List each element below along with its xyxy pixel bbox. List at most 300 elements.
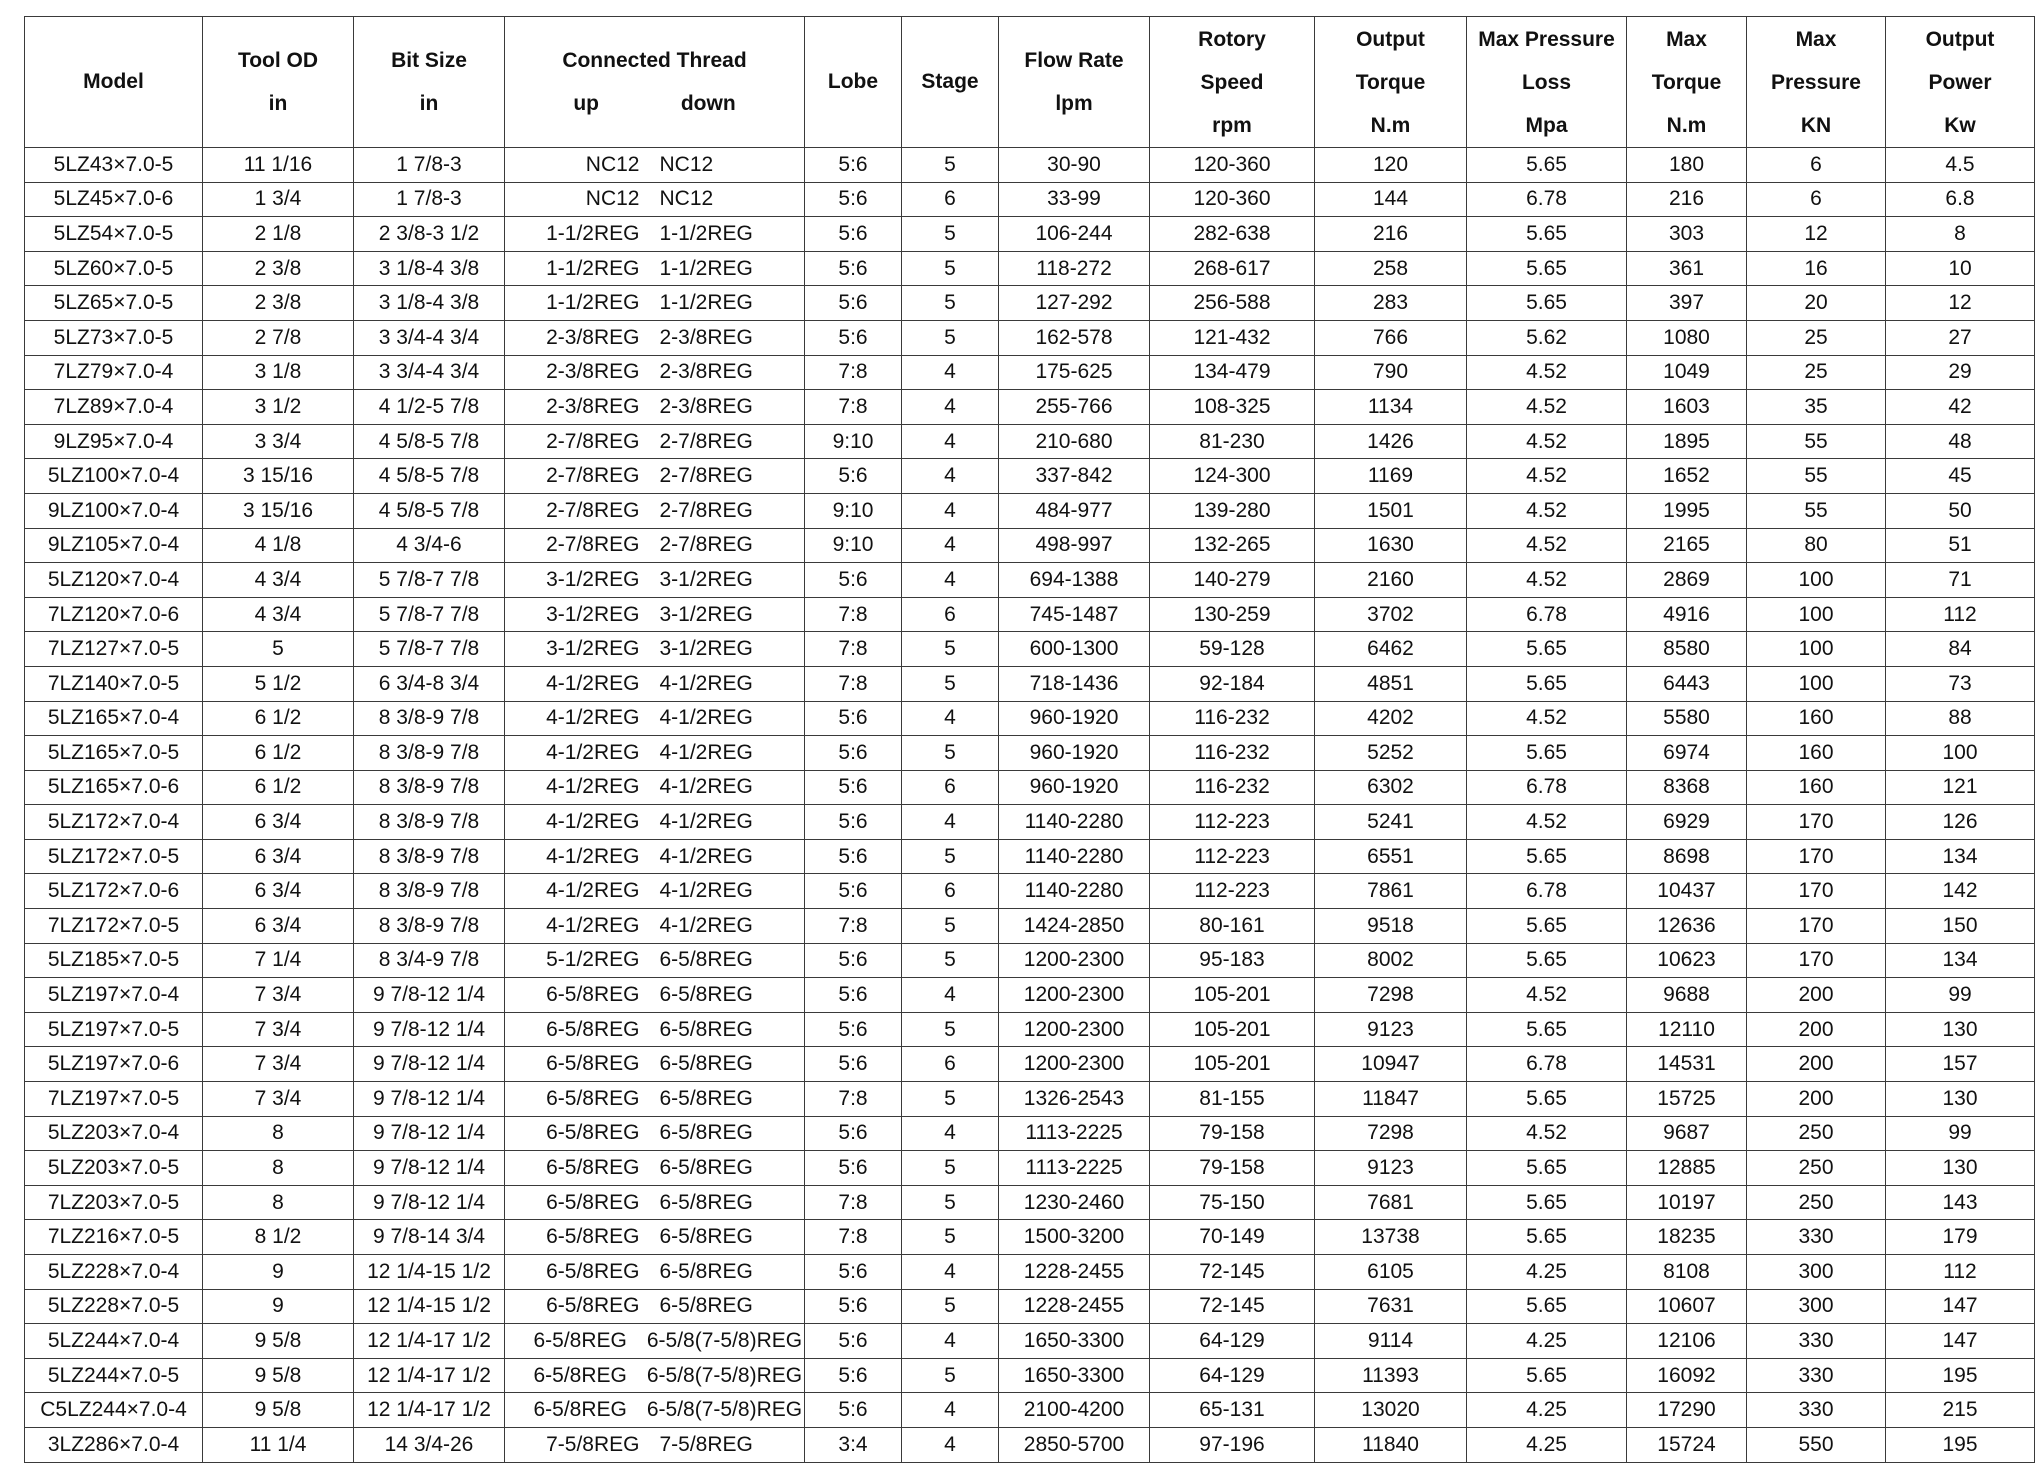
cell-output-power: 100 bbox=[1886, 736, 2035, 771]
cell-output-torque: 10947 bbox=[1315, 1047, 1467, 1082]
cell-lobe: 3:4 bbox=[805, 1427, 902, 1462]
cell-bit-size: 8 3/8-9 7/8 bbox=[354, 805, 505, 840]
cell-output-power: 50 bbox=[1886, 493, 2035, 528]
cell-max-pressure: 6 bbox=[1747, 182, 1886, 217]
table-row bbox=[25, 563, 2035, 598]
cell-bit-size: 8 3/8-9 7/8 bbox=[354, 770, 505, 805]
cell-thread-down: 1-1/2REG bbox=[659, 221, 753, 245]
cell-rotory-speed: 59-128 bbox=[1150, 632, 1315, 667]
cell-output-torque: 1426 bbox=[1315, 424, 1467, 459]
cell-thread-up: 6-5/8REG bbox=[533, 1398, 627, 1422]
cell-tool-od: 6 3/4 bbox=[203, 805, 354, 840]
cell-thread bbox=[505, 701, 805, 736]
cell-max-torque: 12636 bbox=[1627, 909, 1747, 944]
cell-max-torque: 180 bbox=[1627, 148, 1747, 183]
cell-max-pressure: 200 bbox=[1747, 978, 1886, 1013]
cell-max-pressure-loss: 6.78 bbox=[1467, 770, 1627, 805]
cell-lobe: 5:6 bbox=[805, 1324, 902, 1359]
cell-output-torque: 11393 bbox=[1315, 1358, 1467, 1393]
cell-model: 5LZ228×7.0-5 bbox=[25, 1289, 203, 1324]
cell-flow-rate: 175-625 bbox=[999, 355, 1150, 390]
table-row bbox=[25, 978, 2035, 1013]
cell-max-torque: 6974 bbox=[1627, 736, 1747, 771]
cell-rotory-speed: 132-265 bbox=[1150, 528, 1315, 563]
cell-max-pressure-loss: 5.65 bbox=[1467, 1151, 1627, 1186]
cell-flow-rate: 960-1920 bbox=[999, 701, 1150, 736]
cell-rotory-speed: 139-280 bbox=[1150, 493, 1315, 528]
cell-thread-up: 3-1/2REG bbox=[546, 637, 640, 661]
cell-thread-up: 6-5/8REG bbox=[546, 1017, 640, 1041]
cell-model: 9LZ100×7.0-4 bbox=[25, 493, 203, 528]
cell-max-pressure: 100 bbox=[1747, 563, 1886, 598]
cell-tool-od: 6 1/2 bbox=[203, 770, 354, 805]
cell-thread-up: 6-5/8REG bbox=[546, 983, 640, 1007]
cell-lobe: 5:6 bbox=[805, 770, 902, 805]
cell-tool-od: 3 1/2 bbox=[203, 390, 354, 425]
cell-flow-rate: 1650-3300 bbox=[999, 1324, 1150, 1359]
cell-thread-up: 2-7/8REG bbox=[546, 429, 640, 453]
cell-output-torque: 9114 bbox=[1315, 1324, 1467, 1359]
cell-thread bbox=[505, 286, 805, 321]
cell-thread bbox=[505, 874, 805, 909]
cell-max-pressure-loss: 6.78 bbox=[1467, 874, 1627, 909]
cell-bit-size: 8 3/8-9 7/8 bbox=[354, 701, 505, 736]
cell-thread bbox=[505, 666, 805, 701]
cell-model: 5LZ172×7.0-4 bbox=[25, 805, 203, 840]
cell-rotory-speed: 130-259 bbox=[1150, 597, 1315, 632]
cell-max-torque: 15724 bbox=[1627, 1427, 1747, 1462]
cell-max-pressure: 25 bbox=[1747, 320, 1886, 355]
cell-max-pressure: 100 bbox=[1747, 666, 1886, 701]
cell-tool-od: 7 1/4 bbox=[203, 943, 354, 978]
cell-flow-rate: 1140-2280 bbox=[999, 839, 1150, 874]
cell-thread bbox=[505, 148, 805, 183]
table-row bbox=[25, 528, 2035, 563]
cell-output-power: 29 bbox=[1886, 355, 2035, 390]
cell-thread bbox=[505, 736, 805, 771]
cell-bit-size: 5 7/8-7 7/8 bbox=[354, 632, 505, 667]
cell-output-torque: 6462 bbox=[1315, 632, 1467, 667]
table-row bbox=[25, 182, 2035, 217]
cell-rotory-speed: 120-360 bbox=[1150, 148, 1315, 183]
cell-thread bbox=[505, 1082, 805, 1117]
cell-max-torque: 16092 bbox=[1627, 1358, 1747, 1393]
cell-thread-down: 6-5/8REG bbox=[659, 1294, 753, 1318]
spec-table bbox=[24, 16, 2035, 1463]
cell-lobe: 7:8 bbox=[805, 597, 902, 632]
cell-thread bbox=[505, 459, 805, 494]
cell-lobe: 5:6 bbox=[805, 701, 902, 736]
cell-thread bbox=[505, 1012, 805, 1047]
cell-model: 7LZ79×7.0-4 bbox=[25, 355, 203, 390]
cell-max-pressure-loss: 4.25 bbox=[1467, 1324, 1627, 1359]
table-row bbox=[25, 1324, 2035, 1359]
cell-stage: 6 bbox=[902, 597, 999, 632]
cell-max-torque: 8698 bbox=[1627, 839, 1747, 874]
cell-stage: 5 bbox=[902, 1012, 999, 1047]
cell-output-power: 143 bbox=[1886, 1185, 2035, 1220]
cell-output-torque: 7298 bbox=[1315, 1116, 1467, 1151]
cell-max-pressure: 25 bbox=[1747, 355, 1886, 390]
cell-output-power: 12 bbox=[1886, 286, 2035, 321]
cell-stage: 4 bbox=[902, 1324, 999, 1359]
cell-stage: 4 bbox=[902, 1427, 999, 1462]
table-row bbox=[25, 805, 2035, 840]
cell-lobe: 5:6 bbox=[805, 1358, 902, 1393]
cell-bit-size: 12 1/4-15 1/2 bbox=[354, 1255, 505, 1290]
cell-output-power: 45 bbox=[1886, 459, 2035, 494]
cell-max-pressure-loss: 5.65 bbox=[1467, 1082, 1627, 1117]
cell-rotory-speed: 72-145 bbox=[1150, 1255, 1315, 1290]
cell-bit-size: 12 1/4-15 1/2 bbox=[354, 1289, 505, 1324]
header-lobe: Lobe bbox=[805, 17, 902, 148]
cell-stage: 5 bbox=[902, 1289, 999, 1324]
cell-flow-rate: 30-90 bbox=[999, 148, 1150, 183]
cell-max-pressure: 170 bbox=[1747, 943, 1886, 978]
cell-thread-down: 6-5/8REG bbox=[659, 1121, 753, 1145]
cell-thread-up: 2-3/8REG bbox=[546, 325, 640, 349]
cell-tool-od: 1 3/4 bbox=[203, 182, 354, 217]
cell-output-torque: 9123 bbox=[1315, 1012, 1467, 1047]
cell-max-pressure-loss: 4.52 bbox=[1467, 805, 1627, 840]
cell-thread bbox=[505, 1116, 805, 1151]
cell-thread bbox=[505, 355, 805, 390]
cell-max-pressure-loss: 4.52 bbox=[1467, 390, 1627, 425]
cell-output-torque: 1630 bbox=[1315, 528, 1467, 563]
cell-stage: 6 bbox=[902, 770, 999, 805]
cell-rotory-speed: 116-232 bbox=[1150, 770, 1315, 805]
cell-rotory-speed: 140-279 bbox=[1150, 563, 1315, 598]
cell-max-torque: 12106 bbox=[1627, 1324, 1747, 1359]
cell-lobe: 7:8 bbox=[805, 390, 902, 425]
cell-output-torque: 258 bbox=[1315, 251, 1467, 286]
cell-max-torque: 9687 bbox=[1627, 1116, 1747, 1151]
cell-output-torque: 3702 bbox=[1315, 597, 1467, 632]
table-row bbox=[25, 286, 2035, 321]
cell-max-pressure: 200 bbox=[1747, 1047, 1886, 1082]
cell-thread bbox=[505, 1358, 805, 1393]
cell-model: 3LZ286×7.0-4 bbox=[25, 1427, 203, 1462]
cell-lobe: 9:10 bbox=[805, 493, 902, 528]
cell-max-pressure-loss: 5.65 bbox=[1467, 1289, 1627, 1324]
cell-thread-up: 4-1/2REG bbox=[546, 844, 640, 868]
cell-stage: 5 bbox=[902, 148, 999, 183]
cell-output-power: 121 bbox=[1886, 770, 2035, 805]
cell-thread-up: 6-5/8REG bbox=[546, 1225, 640, 1249]
cell-thread bbox=[505, 528, 805, 563]
cell-thread-up: 6-5/8REG bbox=[546, 1121, 640, 1145]
cell-output-power: 4.5 bbox=[1886, 148, 2035, 183]
cell-bit-size: 9 7/8-12 1/4 bbox=[354, 978, 505, 1013]
cell-thread-down: 2-3/8REG bbox=[659, 394, 753, 418]
cell-bit-size: 9 7/8-12 1/4 bbox=[354, 1116, 505, 1151]
cell-max-pressure-loss: 5.65 bbox=[1467, 943, 1627, 978]
cell-model: 5LZ54×7.0-5 bbox=[25, 217, 203, 252]
cell-max-pressure: 80 bbox=[1747, 528, 1886, 563]
cell-max-torque: 10197 bbox=[1627, 1185, 1747, 1220]
header-flow-rate: Flow Rate lpm bbox=[999, 17, 1150, 148]
header-stage: Stage bbox=[902, 17, 999, 148]
cell-max-pressure: 16 bbox=[1747, 251, 1886, 286]
cell-bit-size: 9 7/8-12 1/4 bbox=[354, 1047, 505, 1082]
cell-tool-od: 5 1/2 bbox=[203, 666, 354, 701]
cell-thread-up: 6-5/8REG bbox=[546, 1052, 640, 1076]
cell-flow-rate: 1500-3200 bbox=[999, 1220, 1150, 1255]
cell-max-torque: 1995 bbox=[1627, 493, 1747, 528]
table-row bbox=[25, 666, 2035, 701]
cell-max-pressure-loss: 5.65 bbox=[1467, 666, 1627, 701]
cell-max-pressure: 100 bbox=[1747, 632, 1886, 667]
table-row bbox=[25, 632, 2035, 667]
header-connected-thread bbox=[505, 17, 805, 148]
cell-output-torque: 1501 bbox=[1315, 493, 1467, 528]
cell-bit-size: 4 5/8-5 7/8 bbox=[354, 424, 505, 459]
cell-model: 9LZ105×7.0-4 bbox=[25, 528, 203, 563]
cell-rotory-speed: 64-129 bbox=[1150, 1324, 1315, 1359]
cell-flow-rate: 718-1436 bbox=[999, 666, 1150, 701]
cell-flow-rate: 1200-2300 bbox=[999, 978, 1150, 1013]
cell-output-torque: 13738 bbox=[1315, 1220, 1467, 1255]
cell-thread-down: 6-5/8REG bbox=[659, 1156, 753, 1180]
cell-flow-rate: 162-578 bbox=[999, 320, 1150, 355]
cell-max-pressure: 12 bbox=[1747, 217, 1886, 252]
cell-thread-up: 6-5/8REG bbox=[533, 1363, 627, 1387]
cell-model: C5LZ244×7.0-4 bbox=[25, 1393, 203, 1428]
cell-lobe: 7:8 bbox=[805, 1185, 902, 1220]
cell-thread bbox=[505, 1427, 805, 1462]
cell-tool-od: 3 3/4 bbox=[203, 424, 354, 459]
cell-tool-od: 4 3/4 bbox=[203, 597, 354, 632]
cell-output-power: 42 bbox=[1886, 390, 2035, 425]
table-row bbox=[25, 874, 2035, 909]
cell-model: 5LZ165×7.0-5 bbox=[25, 736, 203, 771]
cell-thread-down: 4-1/2REG bbox=[659, 879, 753, 903]
cell-thread-down: 6-5/8(7-5/8)REG bbox=[646, 1363, 803, 1387]
header-thread-down: down bbox=[680, 92, 736, 115]
cell-max-pressure: 250 bbox=[1747, 1151, 1886, 1186]
cell-rotory-speed: 268-617 bbox=[1150, 251, 1315, 286]
cell-max-pressure: 300 bbox=[1747, 1255, 1886, 1290]
cell-stage: 4 bbox=[902, 528, 999, 563]
cell-lobe: 5:6 bbox=[805, 805, 902, 840]
header-bit-size: Bit Size in bbox=[354, 17, 505, 148]
cell-model: 7LZ216×7.0-5 bbox=[25, 1220, 203, 1255]
cell-output-power: 27 bbox=[1886, 320, 2035, 355]
cell-tool-od: 7 3/4 bbox=[203, 1047, 354, 1082]
cell-thread-up: 4-1/2REG bbox=[546, 810, 640, 834]
cell-thread-down: 4-1/2REG bbox=[659, 740, 753, 764]
cell-tool-od: 8 bbox=[203, 1185, 354, 1220]
header-row bbox=[25, 17, 2035, 148]
cell-max-torque: 216 bbox=[1627, 182, 1747, 217]
cell-flow-rate: 1228-2455 bbox=[999, 1255, 1150, 1290]
cell-max-pressure: 170 bbox=[1747, 839, 1886, 874]
cell-stage: 5 bbox=[902, 632, 999, 667]
cell-lobe: 9:10 bbox=[805, 528, 902, 563]
cell-stage: 4 bbox=[902, 355, 999, 390]
cell-max-torque: 8108 bbox=[1627, 1255, 1747, 1290]
cell-flow-rate: 1200-2300 bbox=[999, 1012, 1150, 1047]
table-row bbox=[25, 1082, 2035, 1117]
cell-bit-size: 9 7/8-14 3/4 bbox=[354, 1220, 505, 1255]
cell-stage: 5 bbox=[902, 286, 999, 321]
cell-flow-rate: 600-1300 bbox=[999, 632, 1150, 667]
cell-stage: 5 bbox=[902, 839, 999, 874]
cell-thread-down: 2-3/8REG bbox=[659, 360, 753, 384]
cell-thread-up: 4-1/2REG bbox=[546, 671, 640, 695]
cell-rotory-speed: 112-223 bbox=[1150, 839, 1315, 874]
cell-thread-up: 1-1/2REG bbox=[546, 291, 640, 315]
cell-rotory-speed: 112-223 bbox=[1150, 805, 1315, 840]
cell-output-power: 51 bbox=[1886, 528, 2035, 563]
cell-tool-od: 6 1/2 bbox=[203, 736, 354, 771]
cell-thread-up: 6-5/8REG bbox=[546, 1086, 640, 1110]
table-row bbox=[25, 1358, 2035, 1393]
cell-flow-rate: 1113-2225 bbox=[999, 1116, 1150, 1151]
cell-tool-od: 5 bbox=[203, 632, 354, 667]
cell-thread-down: 2-7/8REG bbox=[659, 464, 753, 488]
cell-stage: 6 bbox=[902, 874, 999, 909]
table-row bbox=[25, 736, 2035, 771]
cell-thread bbox=[505, 805, 805, 840]
cell-output-torque: 4202 bbox=[1315, 701, 1467, 736]
cell-thread-down: 6-5/8REG bbox=[659, 983, 753, 1007]
cell-max-torque: 17290 bbox=[1627, 1393, 1747, 1428]
cell-flow-rate: 1200-2300 bbox=[999, 943, 1150, 978]
cell-output-torque: 7861 bbox=[1315, 874, 1467, 909]
cell-flow-rate: 960-1920 bbox=[999, 736, 1150, 771]
cell-max-pressure-loss: 5.65 bbox=[1467, 286, 1627, 321]
cell-flow-rate: 106-244 bbox=[999, 217, 1150, 252]
cell-output-power: 71 bbox=[1886, 563, 2035, 598]
cell-stage: 4 bbox=[902, 1116, 999, 1151]
cell-lobe: 7:8 bbox=[805, 632, 902, 667]
cell-rotory-speed: 124-300 bbox=[1150, 459, 1315, 494]
cell-max-pressure: 330 bbox=[1747, 1220, 1886, 1255]
cell-stage: 5 bbox=[902, 736, 999, 771]
cell-rotory-speed: 65-131 bbox=[1150, 1393, 1315, 1428]
cell-bit-size: 1 7/8-3 bbox=[354, 182, 505, 217]
cell-max-pressure: 330 bbox=[1747, 1358, 1886, 1393]
cell-max-pressure: 55 bbox=[1747, 459, 1886, 494]
cell-output-power: 84 bbox=[1886, 632, 2035, 667]
cell-thread bbox=[505, 978, 805, 1013]
cell-bit-size: 8 3/8-9 7/8 bbox=[354, 874, 505, 909]
cell-output-torque: 6302 bbox=[1315, 770, 1467, 805]
cell-output-power: 195 bbox=[1886, 1358, 2035, 1393]
cell-lobe: 7:8 bbox=[805, 1220, 902, 1255]
cell-output-torque: 11847 bbox=[1315, 1082, 1467, 1117]
cell-lobe: 5:6 bbox=[805, 320, 902, 355]
cell-flow-rate: 1650-3300 bbox=[999, 1358, 1150, 1393]
cell-stage: 5 bbox=[902, 217, 999, 252]
cell-rotory-speed: 120-360 bbox=[1150, 182, 1315, 217]
cell-tool-od: 6 1/2 bbox=[203, 701, 354, 736]
cell-bit-size: 12 1/4-17 1/2 bbox=[354, 1393, 505, 1428]
cell-thread-up: 1-1/2REG bbox=[546, 256, 640, 280]
cell-flow-rate: 337-842 bbox=[999, 459, 1150, 494]
cell-bit-size: 12 1/4-17 1/2 bbox=[354, 1358, 505, 1393]
table-row bbox=[25, 217, 2035, 252]
header-max-torque: Max Torque N.m bbox=[1627, 17, 1747, 148]
cell-bit-size: 1 7/8-3 bbox=[354, 148, 505, 183]
table-row bbox=[25, 355, 2035, 390]
cell-max-pressure-loss: 4.52 bbox=[1467, 528, 1627, 563]
cell-thread bbox=[505, 493, 805, 528]
header-model: Model bbox=[25, 17, 203, 148]
cell-thread bbox=[505, 770, 805, 805]
cell-stage: 4 bbox=[902, 805, 999, 840]
cell-lobe: 5:6 bbox=[805, 978, 902, 1013]
cell-thread-up: 4-1/2REG bbox=[546, 706, 640, 730]
table-row bbox=[25, 459, 2035, 494]
cell-flow-rate: 33-99 bbox=[999, 182, 1150, 217]
cell-max-pressure-loss: 6.78 bbox=[1467, 597, 1627, 632]
cell-output-power: 147 bbox=[1886, 1324, 2035, 1359]
cell-tool-od: 8 1/2 bbox=[203, 1220, 354, 1255]
cell-model: 7LZ127×7.0-5 bbox=[25, 632, 203, 667]
cell-output-torque: 1134 bbox=[1315, 390, 1467, 425]
cell-max-torque: 12110 bbox=[1627, 1012, 1747, 1047]
table-row bbox=[25, 597, 2035, 632]
cell-max-torque: 303 bbox=[1627, 217, 1747, 252]
cell-thread-up: NC12 bbox=[585, 187, 640, 211]
cell-stage: 4 bbox=[902, 978, 999, 1013]
cell-rotory-speed: 81-230 bbox=[1150, 424, 1315, 459]
cell-thread-down: 6-5/8REG bbox=[659, 1052, 753, 1076]
cell-thread bbox=[505, 597, 805, 632]
cell-flow-rate: 1113-2225 bbox=[999, 1151, 1150, 1186]
cell-flow-rate: 1230-2460 bbox=[999, 1185, 1150, 1220]
cell-tool-od: 2 1/8 bbox=[203, 217, 354, 252]
cell-flow-rate: 745-1487 bbox=[999, 597, 1150, 632]
cell-output-torque: 13020 bbox=[1315, 1393, 1467, 1428]
table-row bbox=[25, 1289, 2035, 1324]
cell-thread bbox=[505, 563, 805, 598]
cell-model: 5LZ45×7.0-6 bbox=[25, 182, 203, 217]
cell-thread-up: 1-1/2REG bbox=[546, 221, 640, 245]
cell-max-pressure: 170 bbox=[1747, 874, 1886, 909]
cell-lobe: 5:6 bbox=[805, 251, 902, 286]
cell-thread bbox=[505, 909, 805, 944]
cell-output-power: 99 bbox=[1886, 1116, 2035, 1151]
cell-max-pressure-loss: 5.62 bbox=[1467, 320, 1627, 355]
cell-model: 5LZ60×7.0-5 bbox=[25, 251, 203, 286]
table-row bbox=[25, 1047, 2035, 1082]
cell-lobe: 5:6 bbox=[805, 563, 902, 598]
table-row bbox=[25, 943, 2035, 978]
cell-thread bbox=[505, 1151, 805, 1186]
cell-max-pressure-loss: 4.52 bbox=[1467, 1116, 1627, 1151]
cell-max-pressure: 170 bbox=[1747, 805, 1886, 840]
cell-max-pressure-loss: 5.65 bbox=[1467, 148, 1627, 183]
cell-tool-od: 7 3/4 bbox=[203, 978, 354, 1013]
cell-output-torque: 5252 bbox=[1315, 736, 1467, 771]
cell-stage: 5 bbox=[902, 1358, 999, 1393]
cell-lobe: 5:6 bbox=[805, 1116, 902, 1151]
cell-model: 5LZ165×7.0-6 bbox=[25, 770, 203, 805]
cell-thread-up: 6-5/8REG bbox=[533, 1328, 627, 1352]
cell-thread-down: 3-1/2REG bbox=[659, 567, 753, 591]
cell-lobe: 5:6 bbox=[805, 1151, 902, 1186]
cell-output-torque: 8002 bbox=[1315, 943, 1467, 978]
cell-thread-down: 4-1/2REG bbox=[659, 775, 753, 799]
cell-max-torque: 10607 bbox=[1627, 1289, 1747, 1324]
cell-tool-od: 2 3/8 bbox=[203, 286, 354, 321]
cell-tool-od: 3 15/16 bbox=[203, 459, 354, 494]
cell-max-pressure: 35 bbox=[1747, 390, 1886, 425]
cell-thread-down: 4-1/2REG bbox=[659, 844, 753, 868]
